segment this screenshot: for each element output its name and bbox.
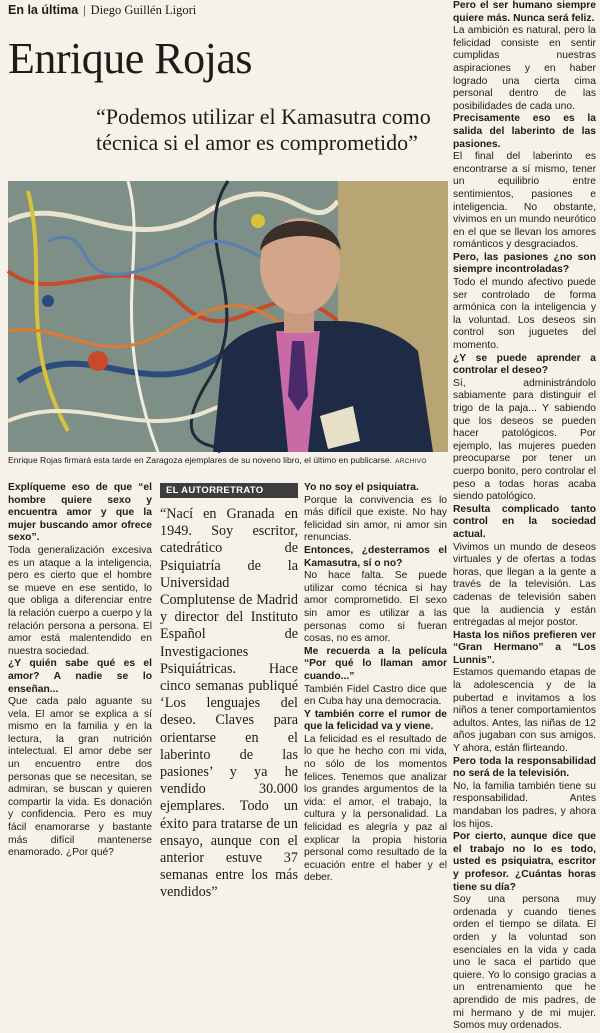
autorretrato-label: EL AUTORRETRATO [160,483,298,498]
caption-text: Enrique Rojas firmará esta tarde en Zaragoza ejemplares de su noveno libro, el último en publicarse. [8,455,393,465]
interview-answer: Que cada palo aguante su vela. El amor se explica a sí mismo en la familia y en la lectura, la gran nutrición intelectual. El amor debe ser un encuentro entre dos personas que se necesitan, se admiran, se buscan y quieren compartir la vida. Es donación y confidencia. Pero es muy fácil enamorarse y bastante más difícil mantenerse enamorado. ¿Por qué? [8,696,152,859]
interview-answer: No, la familia también tiene su responsabilidad. Antes mandaban los padres, y ahora los hijos. [453,780,596,830]
photo-caption [8,455,452,467]
interview-answer: Todo el mundo afectivo puede ser controlado de forma armónica con la inteligencia y la voluntad. Los deseos sin control son juguetes del momento. [453,277,596,352]
photo-credit: ARCHIVO [395,458,427,465]
interview-question: Me recuerda a la película “Por qué lo llaman amor cuando...” [304,645,447,682]
interview-answer: Vivimos un mundo de deseos virtuales y de ofertas a todas horas, que llegan a la gente a través de la televisión. Las cadenas de televisión saben que la audiencia y están entregadas al mejor postor. [453,541,596,629]
interview-question: Pero, las pasiones ¿no son siempre incontroladas? [453,251,596,276]
interview-answer: La felicidad es el resultado de lo que he hecho con mi vida, no sólo de los momentos felices. Tenemos que analizar los grandes argumentos de la vida: el amor, el trabajo, la cultura y la personalidad. La felicidad es alegría y paz al explicar la propia historia personal como resultado de la ecuación entre el haber y el deber. [304,733,447,884]
interview-answer: Porque la convivencia es lo más difícil que existe. No hay felicidad sin amor, ni amor sin renuncias. [304,494,447,544]
interview-answer: También Fidel Castro dice que en Cuba hay una democracia. [304,683,447,708]
header-separator: | [83,3,86,17]
subheadline: “Podemos utilizar el Kamasutra como técnica si el amor es comprometido” [96,104,431,155]
interview-question: ¿Y quién sabe qué es el amor? A nadie se lo enseñan... [8,658,152,695]
article-column-left [8,482,152,859]
autorretrato-box [160,483,298,901]
interview-question: Pero toda la responsabilidad no será de la televisión. [453,755,596,780]
interview-answer: Yo no soy el psiquiatra. [304,482,419,493]
interview-question: Pero el ser humano siempre quiere más. Nunca será feliz. [453,0,596,24]
interview-answer: Sí, administrándolo sabiamente para distinguir el trigo de la paja... Y sabiendo que los deseos se pueden hacer patológicos. Por ejemplo, las mujeres pueden preocuparse por tener un cuerpo bonito, pero controlar el peso a todas horas acaba siendo patológico. [453,377,596,503]
article-column-right [453,0,596,1032]
headline: Enrique Rojas [8,34,253,83]
interview-question: Explíqueme eso de que “el hombre quiere sexo y encuentra amor y que la mujer buscando amor ofrece sexo”. [8,482,152,544]
autorretrato-text: “Nací en Granada en 1949. Soy escritor, catedrático de Psiquiatría de la Universidad Complutense de Madrid y director del Instituto Español de Investigaciones Psiquiátricas. Hace cinco semanas publiqué ‘Los lenguajes del deseo. Claves para orientarse en el laberinto de las pasiones’ y ya he vendido 30.000 ejemplares. Todo un éxito para tratarse de un ensayo, aunque con el anterior estuve 37 semanas entre los más vendidos” [160,506,298,901]
section-label: En la última [8,3,79,17]
interview-question: ¿Y se puede aprender a controlar el deseo? [453,352,596,377]
article-column-middle [304,482,447,884]
interview-answer: La ambición es natural, pero la felicidad consiste en sentir cumplidas nuestras aspiraciones y en haber logrado una cierta cima personal dentro de las posibilidades de cada uno. [453,25,596,112]
interview-question: Entonces, ¿desterramos el Kamasutra, sí o no? [304,544,447,569]
interview-question: Y también corre el rumor de que la felicidad va y viene. [304,708,447,733]
interview-answer: Estamos quemando etapas de la adolescencia y de la pubertad e invitamos a los niños a tener comportamientos adultos. Antes, las niñas de 12 años jugaban con sus amigos. Y ahora, están flirteando. [453,667,596,755]
author-byline: Diego Guillén Ligori [90,3,197,17]
interview-answer: No hace falta. Se puede utilizar como técnica si hay amor comprometido. El sexo sin amor es utilizar a las personas como si fueran cosas, no es amor. [304,570,447,645]
section-header [8,3,448,21]
interview-photo [8,181,448,452]
interview-answer: Soy una persona muy ordenada y cuando tienes orden el tiempo se dilata. El orden y la voluntad son esenciales en la vida y cada uno le saca el partido que quiere. Yo lo consigo gracias a un entrenamiento que he aprendido de mis padres, de mi hermano y de mi mujer. Somos muy ordenados. [453,894,596,1032]
interview-question: Hasta los niños prefieren ver “Gran Hermano” a “Los Lunnis”. [453,629,596,666]
interview-question: Precisamente eso es la salida del laberinto de las pasiones. [453,113,596,150]
interview-question: Resulta complicado tanto control en la sociedad actual. [453,503,596,540]
interview-question: Por cierto, aunque dice que el trabajo no lo es todo, usted es psiquiatra, escritor y profesor. ¿Cuántas horas tiene su día? [453,831,596,893]
interview-answer: El final del laberinto es encontrarse a sí mismo, tener un equilibrio entre sentimientos, pasiones e inteligencia. No obstante, vivimos en un mundo neurótico en el que se llevan los amores románticos y desgraciados. [453,151,596,251]
interview-answer: Toda generalización excesiva es un ataque a la inteligencia, pero es cierto que el hombre se mueve en ese sentido, lo que obliga a diferenciar entre la relación cuerpo a cuerpo y la relación persona a persona. El amor está malentendido en nuestra sociedad. [8,544,152,657]
